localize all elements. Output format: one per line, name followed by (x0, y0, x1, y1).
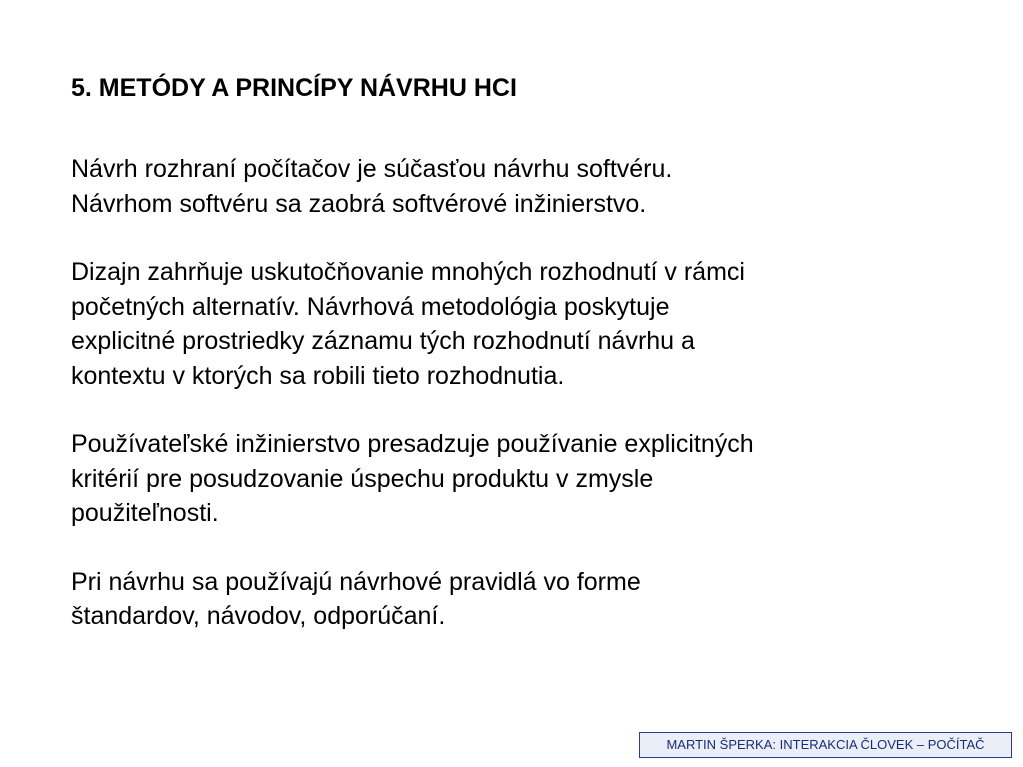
paragraph-line: početných alternatív. Návrhová metodológia poskytuje (71, 292, 670, 321)
paragraph-design-decisions (71, 255, 971, 393)
paragraph-line: použiteľnosti. (71, 499, 219, 527)
footer-author-badge: MARTIN ŠPERKA: INTERAKCIA ČLOVEK – POČÍTAČ (639, 732, 1012, 758)
paragraph-software-design (71, 152, 971, 221)
paragraph-line: kontextu v ktorých sa robili tieto rozhodnutia. (71, 361, 565, 390)
paragraph-line: Pri návrhu sa používajú návrhové pravidlá vo forme (71, 567, 641, 596)
paragraph-line: explicitné prostriedky záznamu tých rozhodnutí návrhu a (71, 327, 695, 355)
slide-body (71, 152, 971, 668)
slide-title: 5. METÓDY A PRINCÍPY NÁVRHU HCI (71, 74, 517, 102)
paragraph-line: Dizajn zahrňuje uskutočňovanie mnohých rozhodnutí v rámci (71, 258, 745, 286)
paragraph-line: kritérií pre posudzovanie úspechu produktu v zmysle (71, 464, 654, 493)
paragraph-line: Používateľské inžinierstvo presadzuje používanie explicitných (71, 430, 754, 458)
paragraph-line: Návrhom softvéru sa zaobrá softvérové inžinierstvo. (71, 189, 647, 218)
paragraph-design-rules (71, 565, 971, 634)
paragraph-line: Návrh rozhraní počítačov je súčasťou návrhu softvéru. (71, 155, 673, 183)
paragraph-usability-engineering (71, 427, 971, 531)
paragraph-line: štandardov, návodov, odporúčaní. (71, 602, 446, 630)
